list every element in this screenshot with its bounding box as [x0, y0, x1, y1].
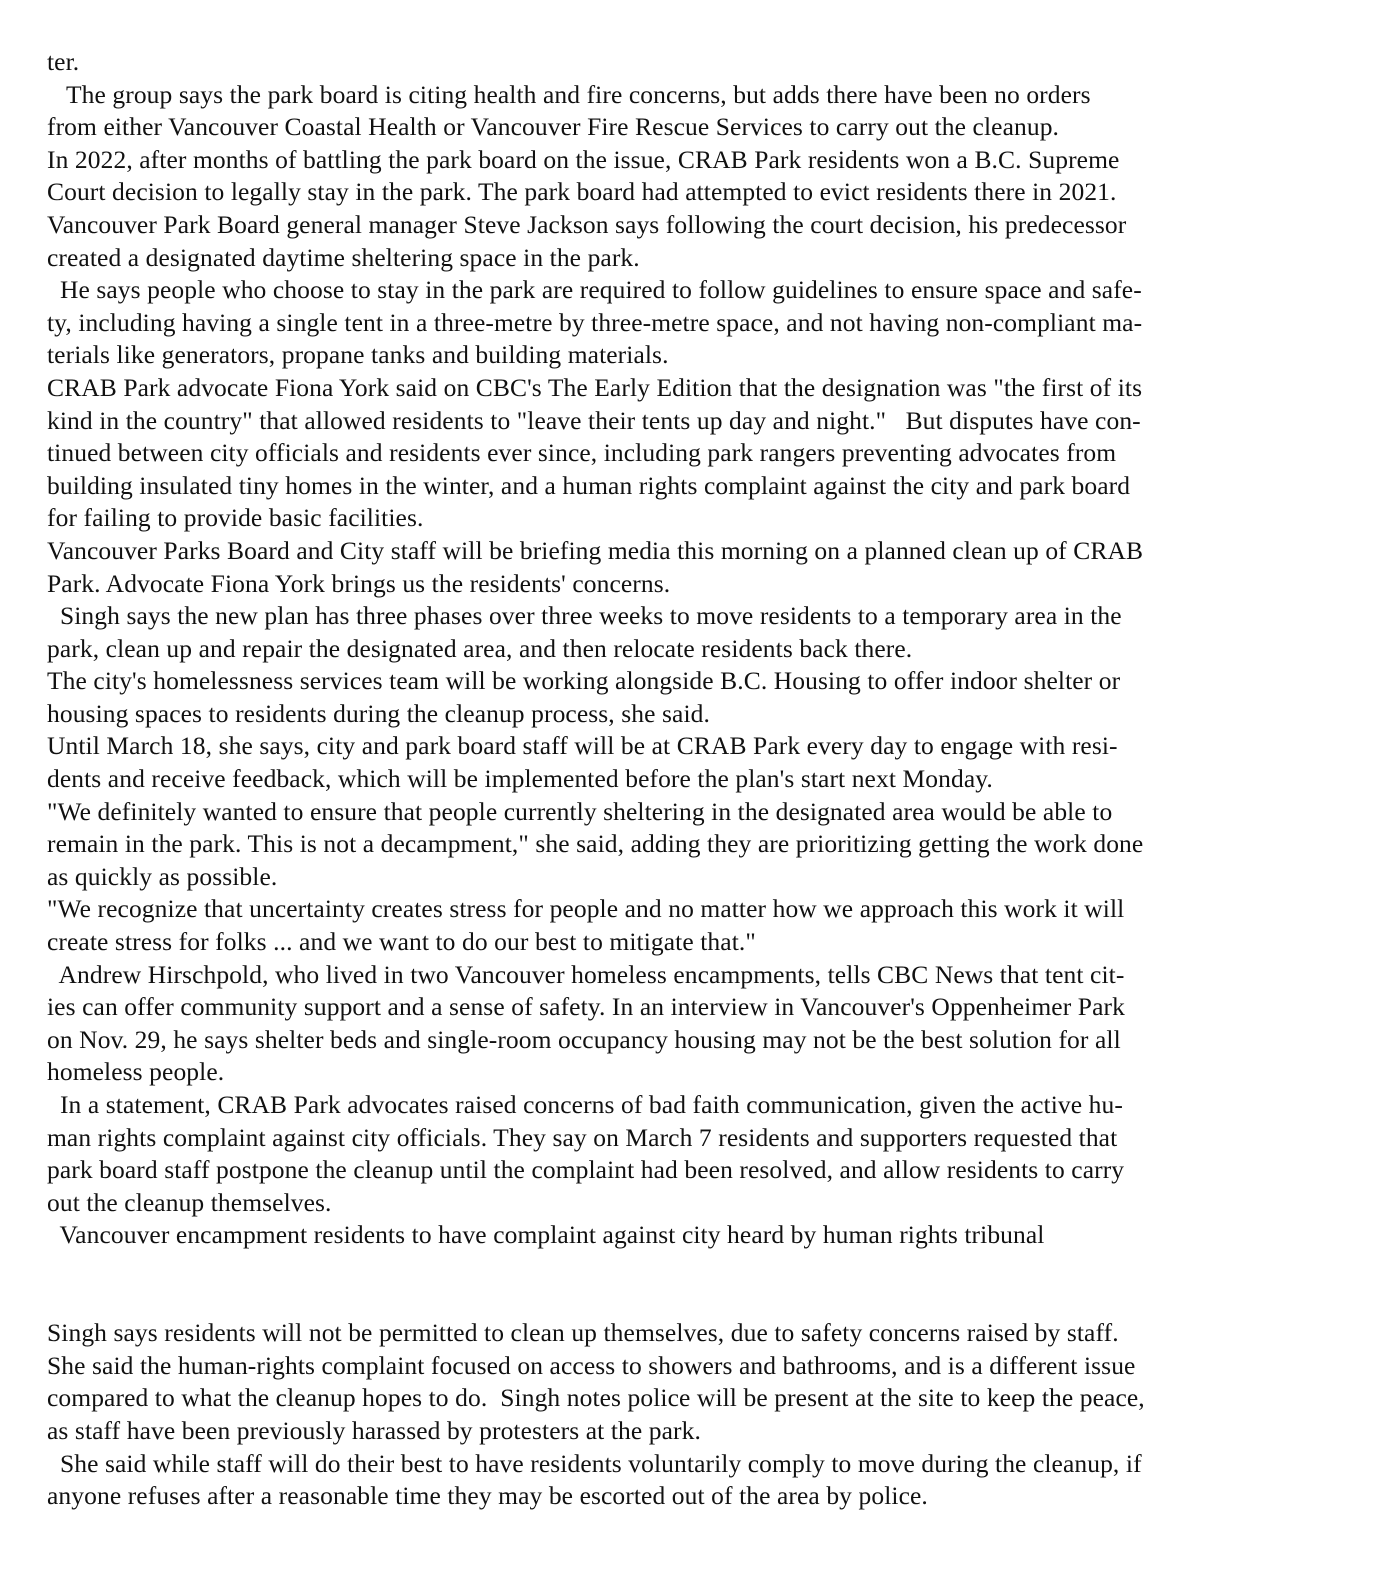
- text-line: Park. Advocate Fiona York brings us the residents' concerns.: [47, 568, 671, 598]
- text-line: Singh says the new plan has three phases over three weeks to move residents to a temporary area in the: [47, 601, 1122, 631]
- article-text: [47, 46, 1347, 1513]
- text-line: created a designated daytime sheltering space in the park.: [47, 242, 640, 272]
- text-line: housing spaces to residents during the cleanup process, she said.: [47, 698, 710, 728]
- text-line: In a statement, CRAB Park advocates raised concerns of bad faith communication, given the active hu-: [47, 1090, 1123, 1119]
- text-line: She said the human-rights complaint focused on access to showers and bathrooms, and is a different issue: [47, 1350, 1136, 1380]
- text-line: tinued between city officials and residents ever since, including park rangers preventing advocates from: [47, 438, 1117, 468]
- text-line: compared to what the cleanup hopes to do. Singh notes police will be present at the site to keep the peace,: [47, 1383, 1145, 1413]
- text-line: [47, 1285, 1347, 1318]
- text-line: kind in the country" that allowed residents to "leave their tents up day and night." But disputes have con-: [47, 405, 1141, 435]
- text-line: park, clean up and repair the designated area, and then relocate residents back there.: [47, 633, 913, 663]
- text-line: The city's homelessness services team will be working alongside B.C. Housing to offer indoor shelter or: [47, 666, 1121, 696]
- text-line: [47, 1252, 1347, 1285]
- text-line: Vancouver encampment residents to have complaint against city heard by human rights tribunal: [47, 1220, 1045, 1250]
- text-line: man rights complaint against city officials. They say on March 7 residents and supporters requested that: [47, 1122, 1118, 1152]
- text-line: Vancouver Parks Board and City staff will be briefing media this morning on a planned clean up of CRAB: [47, 535, 1144, 565]
- text-line: for failing to provide basic facilities.: [47, 503, 424, 533]
- text-line: as staff have been previously harassed by protesters at the park.: [47, 1415, 701, 1445]
- text-line: She said while staff will do their best to have residents voluntarily comply to move during the cleanup, if: [47, 1448, 1142, 1478]
- text-line: Singh says residents will not be permitted to clean up themselves, due to safety concerns raised by staff.: [47, 1318, 1119, 1348]
- text-line: The group says the park board is citing health and fire concerns, but adds there have been no orders: [47, 79, 1091, 109]
- text-line: create stress for folks ... and we want to do our best to mitigate that.": [47, 927, 756, 957]
- text-line: out the cleanup themselves.: [47, 1187, 332, 1217]
- text-line: dents and receive feedback, which will be implemented before the plan's start next Monday.: [47, 764, 993, 794]
- text-line: In 2022, after months of battling the park board on the issue, CRAB Park residents won a B.C. Supreme: [47, 144, 1120, 174]
- text-line: homeless people.: [47, 1057, 225, 1087]
- text-line: terials like generators, propane tanks and building materials.: [47, 340, 669, 370]
- text-line: "We recognize that uncertainty creates stress for people and no matter how we approach this work it will: [47, 894, 1125, 924]
- text-line: on Nov. 29, he says shelter beds and single-room occupancy housing may not be the best solution for all: [47, 1024, 1121, 1054]
- text-line: He says people who choose to stay in the park are required to follow guidelines to ensure space and safe-: [47, 275, 1142, 305]
- text-line: park board staff postpone the cleanup until the complaint had been resolved, and allow residents to carry: [47, 1155, 1125, 1185]
- text-line: "We definitely wanted to ensure that people currently sheltering in the designated area would be able to: [47, 796, 1113, 826]
- text-line: from either Vancouver Coastal Health or Vancouver Fire Rescue Services to carry out the cleanup.: [47, 112, 1060, 142]
- text-line: as quickly as possible.: [47, 861, 278, 891]
- text-line: remain in the park. This is not a decampment," she said, adding they are prioritizing getting the work done: [47, 829, 1144, 859]
- text-line: building insulated tiny homes in the winter, and a human rights complaint against the city and park board: [47, 470, 1131, 500]
- text-line: ty, including having a single tent in a three-metre by three-metre space, and not having non-compliant ma-: [47, 307, 1143, 337]
- text-line: Until March 18, she says, city and park board staff will be at CRAB Park every day to engage with resi-: [47, 731, 1118, 761]
- text-line: Andrew Hirschpold, who lived in two Vancouver homeless encampments, tells CBC News that tent cit-: [47, 959, 1125, 989]
- text-line: Vancouver Park Board general manager Steve Jackson says following the court decision, his predecessor: [47, 209, 1127, 239]
- text-line: ter.: [47, 47, 80, 76]
- text-line: CRAB Park advocate Fiona York said on CBC's The Early Edition that the designation was "the first of its: [47, 372, 1143, 402]
- text-line: Court decision to legally stay in the park. The park board had attempted to evict residents there in 2021.: [47, 177, 1117, 207]
- text-line: ies can offer community support and a sense of safety. In an interview in Vancouver's Oppenheimer Park: [47, 992, 1125, 1022]
- text-line: anyone refuses after a reasonable time they may be escorted out of the area by police.: [47, 1481, 928, 1511]
